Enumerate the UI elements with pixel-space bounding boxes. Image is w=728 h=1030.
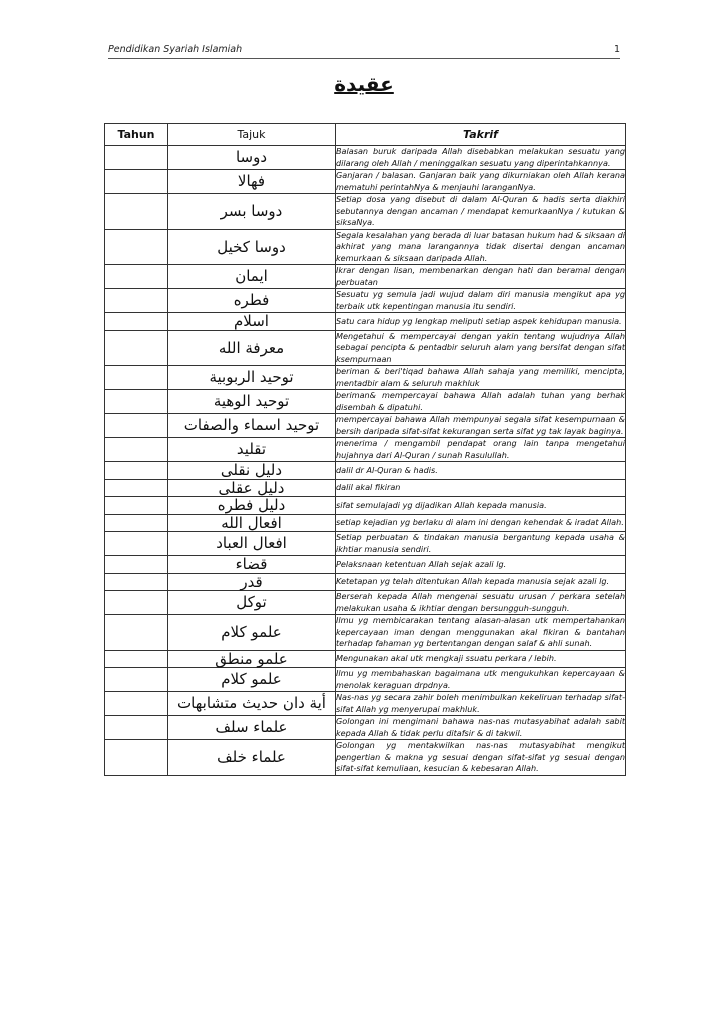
cell-tahun (105, 170, 168, 194)
cell-takrif: Setiap dosa yang disebut di dalam Al-Quran & hadis serta diakhiri sebutannya dengan ancaman / mendapat kemurkaanNya / kutukan & siksaNya. (336, 194, 625, 227)
cell-tajuk: دليل فطره (168, 497, 336, 515)
table-row (105, 194, 626, 230)
cell-tahun (105, 194, 168, 230)
table-row (105, 532, 626, 556)
table-row (105, 514, 626, 532)
cell-takrif: Balasan buruk daripada Allah disebabkan melakukan sesuatu yang dilarang oleh Allah / meninggalkan sesuatu yang diperintahkannya. (336, 146, 625, 168)
cell-tajuk: قدر (168, 573, 336, 591)
cell-tajuk: فطره (168, 289, 336, 313)
cell-takrif: Ilmu yg membahaskan bagaimana utk mengukuhkan kepercayaan & menolak keraguan drpdnya. (336, 668, 625, 690)
table-row (105, 229, 626, 265)
table-row (105, 479, 626, 497)
cell-tajuk: أية دان حديث متشابهات (168, 692, 336, 716)
cell-tahun (105, 556, 168, 574)
cell-tajuk: توحيد اسماء والصفات (168, 414, 336, 438)
table-row (105, 366, 626, 390)
cell-takrif: Ikrar dengan lisan, membenarkan dengan hati dan beramal dengan perbuatan (336, 265, 625, 287)
cell-takrif: Sesuatu yg semula jadi wujud dalam diri manusia mengikut apa yg terbaik utk kepentingan manusia itu sendiri. (336, 289, 625, 311)
cell-tahun (105, 514, 168, 532)
cell-tahun (105, 740, 168, 776)
cell-tajuk: دليل نقلى (168, 462, 336, 480)
table-row (105, 591, 626, 615)
table-row (105, 650, 626, 668)
cell-tajuk: علماء خلف (168, 740, 336, 776)
cell-takrif: Satu cara hidup yg lengkap meliputi setiap aspek kehidupan manusia. (336, 313, 626, 331)
page-title (0, 72, 728, 96)
cell-takrif: Golongan ini mengimani bahawa nas-nas mutasyabihat adalah sabit kepada Allah & tidak perlu ditafsir & di takwil. (336, 716, 625, 738)
cell-tajuk: علماء سلف (168, 716, 336, 740)
table-row (105, 740, 626, 776)
page-header (108, 44, 620, 55)
cell-takrif: Ganjaran / balasan. Ganjaran baik yang dikurniakan oleh Allah kerana mematuhi perintahNya & menjauhi laranganNya. (336, 170, 625, 192)
cell-takrif: Nas-nas yg secara zahir boleh menimbulkan kekeliruan terhadap sifat-sifat Allah yg menyerupai makhluk. (336, 692, 625, 714)
table-row (105, 313, 626, 331)
cell-tajuk: دوسا بسر (168, 194, 336, 230)
cell-takrif: Mengunakan akal utk mengkaji ssuatu perkara / lebih. (336, 650, 626, 668)
cell-tajuk: توکل (168, 591, 336, 615)
cell-takrif: beriman& mempercayai bahawa Allah adalah tuhan yang berhak disembah & dipatuhi. (336, 390, 625, 412)
cell-takrif: setiap kejadian yg berlaku di alam ini dengan kehendak & iradat Allah. (336, 514, 626, 532)
table-row (105, 497, 626, 515)
table-body (105, 146, 626, 776)
cell-takrif: sifat semulajadi yg dijadikan Allah kepada manusia. (336, 497, 626, 515)
cell-tahun (105, 479, 168, 497)
table-row (105, 438, 626, 462)
cell-tajuk: اسلام (168, 313, 336, 331)
cell-tajuk: دوسا (168, 146, 336, 170)
cell-takrif: Setiap perbuatan & tindakan manusia bergantung kepada usaha & ikhtiar manusia sendiri. (336, 532, 625, 554)
header-title: Pendidikan Syariah Islamiah (108, 44, 243, 55)
cell-tahun (105, 265, 168, 289)
cell-tahun (105, 390, 168, 414)
table-row (105, 615, 626, 651)
page-number: 1 (613, 44, 620, 55)
header-divider (108, 58, 620, 59)
table-row (105, 170, 626, 194)
cell-tahun (105, 573, 168, 591)
table-row (105, 265, 626, 289)
cell-tajuk: علمو منطق (168, 650, 336, 668)
table-row (105, 573, 626, 591)
cell-takrif: Ketetapan yg telah ditentukan Allah kepada manusia sejak azali lg. (336, 573, 626, 591)
cell-tahun (105, 414, 168, 438)
cell-tahun (105, 366, 168, 390)
cell-tahun (105, 229, 168, 265)
cell-takrif: Ilmu yg membicarakan tentang alasan-alasan utk mempertahankan kepercayaan iman dengan menggunakan akal fikiran & bantahan terhadap fahaman yg bertentangan dengan salaf & ahli sunah. (336, 615, 625, 648)
table-row (105, 330, 626, 366)
cell-tahun (105, 146, 168, 170)
cell-tajuk: تقليد (168, 438, 336, 462)
table-row (105, 146, 626, 170)
cell-tajuk: ايمان (168, 265, 336, 289)
cell-tahun (105, 330, 168, 366)
cell-tahun (105, 289, 168, 313)
cell-tahun (105, 462, 168, 480)
table-row (105, 462, 626, 480)
cell-takrif: Segala kesalahan yang berada di luar batasan hukum had & siksaan di akhirat yang mana larangannya tidak disertai dengan ancaman kemurkaan & siksaan daripada Allah. (336, 229, 625, 263)
column-header-takrif: Takrif (336, 124, 626, 146)
cell-tajuk: قضاء (168, 556, 336, 574)
table-row (105, 414, 626, 438)
cell-tahun (105, 650, 168, 668)
cell-tajuk: افعال العباد (168, 532, 336, 556)
table-row (105, 289, 626, 313)
column-header-tahun: Tahun (105, 124, 168, 146)
cell-takrif: Berserah kepada Allah mengenai sesuatu urusan / perkara setelah melakukan usaha & ikhtiar dengan bersungguh-sungguh. (336, 591, 625, 613)
cell-tajuk: توحيد الربوبية (168, 366, 336, 390)
cell-tahun (105, 591, 168, 615)
table-header-row (105, 124, 626, 146)
cell-tajuk: دليل عقلى (168, 479, 336, 497)
cell-takrif: Mengetahui & mempercayai dengan yakin tentang wujudnya Allah sebagai pencipta & pentadbir seluruh alam yang bersifat dengan sifat ksempurnaan (336, 330, 625, 364)
cell-tajuk: معرفة الله (168, 330, 336, 366)
cell-tahun (105, 532, 168, 556)
table-row (105, 716, 626, 740)
cell-tajuk: توحيد الوهية (168, 390, 336, 414)
table-row (105, 390, 626, 414)
cell-tajuk: علمو کلام (168, 615, 336, 651)
cell-tahun (105, 668, 168, 692)
cell-tajuk: افعال الله (168, 514, 336, 532)
cell-tahun (105, 313, 168, 331)
table-row (105, 668, 626, 692)
cell-tahun (105, 615, 168, 651)
column-header-tajuk: Tajuk (168, 124, 336, 146)
table-row (105, 692, 626, 716)
cell-takrif: menerima / mengambil pendapat orang lain tanpa mengetahui hujahnya dari Al-Quran / sunah Rasulullah. (336, 438, 625, 460)
cell-tahun (105, 438, 168, 462)
cell-tahun (105, 497, 168, 515)
table-row (105, 556, 626, 574)
cell-tahun (105, 716, 168, 740)
cell-tahun (105, 692, 168, 716)
cell-takrif: mempercayai bahawa Allah mempunyai segala sifat kesempurnaan & bersih daripada sifat-sifat kekurangan serta sifat yg tak layak baginya. (336, 414, 625, 436)
cell-tajuk: فهالا (168, 170, 336, 194)
cell-tajuk: دوسا کخيل (168, 229, 336, 265)
cell-takrif: dalil akal fikiran (336, 479, 626, 497)
cell-takrif: Golongan yg mentakwilkan nas-nas mutasyabihat mengikut pengertian & makna yg sesuai dengan sifat-sifat yg sesuai dengan sifat-sifat kemuliaan, kesucian & kebesaran Allah. (336, 740, 625, 773)
cell-takrif: Pelaksnaan ketentuan Allah sejak azali lg. (336, 556, 626, 574)
definitions-table (104, 123, 626, 776)
cell-tajuk: علمو کلام (168, 668, 336, 692)
cell-takrif: beriman & beri'tiqad bahawa Allah sahaja yang memiliki, mencipta, mentadbir alam & seluruh makhluk (336, 366, 625, 388)
cell-takrif: dalil dr Al-Quran & hadis. (336, 462, 626, 480)
page-title-text: عقيدة (334, 72, 394, 96)
